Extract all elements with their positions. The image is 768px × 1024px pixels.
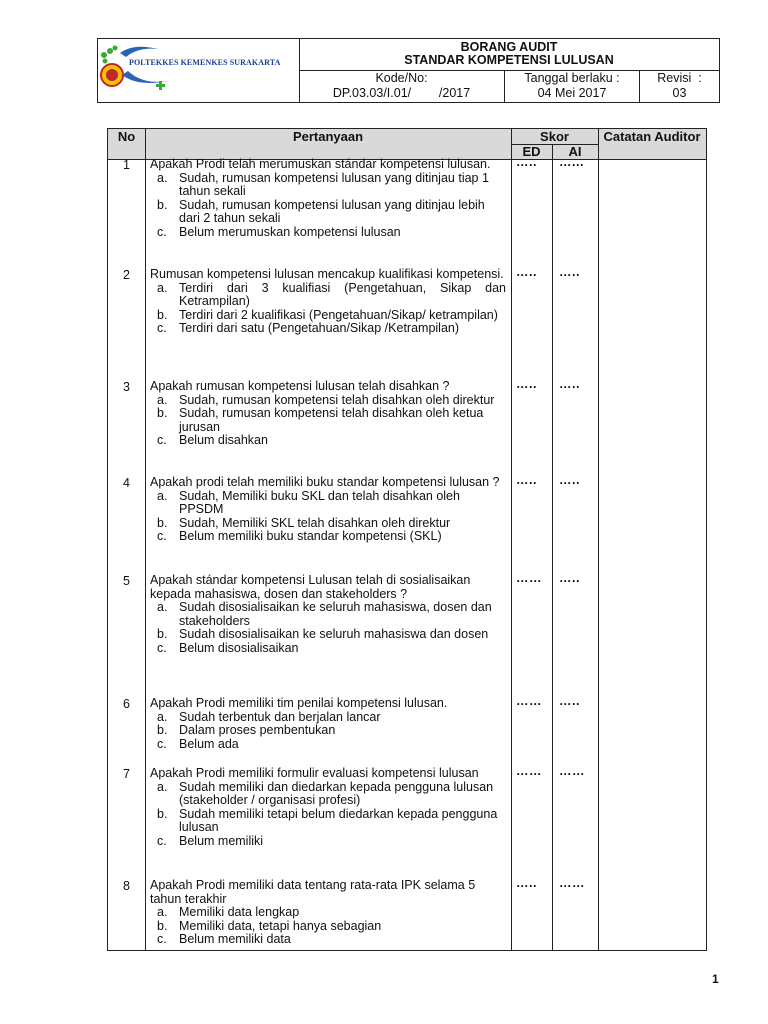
option-letter: c.	[157, 224, 167, 239]
option-text: Sudah, rumusan kompetensi lulusan yang ditinjau lebih dari 2 tahun sekali	[179, 197, 485, 226]
title-line-2: STANDAR KOMPETENSI LULUSAN	[404, 53, 614, 67]
answer-option	[150, 711, 506, 725]
answer-option	[150, 490, 506, 517]
question-block	[150, 574, 506, 656]
institution-name: POLTEKKES KEMENKES SURAKARTA	[129, 58, 281, 67]
option-letter: c.	[157, 433, 167, 448]
option-letter: b.	[157, 406, 168, 421]
document-header	[97, 38, 720, 103]
answer-option	[150, 628, 506, 642]
answer-option	[150, 282, 506, 309]
header-ed: ED	[522, 144, 541, 159]
answer-option	[150, 394, 506, 408]
answer-option	[150, 835, 506, 849]
question-block	[150, 767, 506, 849]
option-text: Sudah, Memiliki SKL telah disahkan oleh direktur	[179, 515, 451, 530]
option-letter: c.	[157, 932, 167, 947]
question-number: 3	[123, 380, 130, 394]
option-letter: b.	[157, 918, 168, 933]
option-letter: c.	[157, 640, 167, 655]
answer-option	[150, 322, 506, 336]
question-number: 8	[123, 879, 130, 893]
option-letter: b.	[157, 515, 168, 530]
answer-option	[150, 724, 506, 738]
option-text: Belum memiliki	[179, 833, 264, 848]
question-text: Apakah Prodi memiliki formulir evaluasi kompetensi lulusan	[150, 766, 479, 780]
answer-option	[150, 199, 506, 226]
option-text: Terdiri dari 3 kualifiasi (Pengetahuan, Sikap dan Ketrampilan)	[179, 280, 506, 309]
score-ai-field[interactable]: …..	[559, 571, 580, 585]
option-letter: a.	[157, 905, 168, 920]
answer-option	[150, 407, 506, 434]
score-ed-field[interactable]: ……	[516, 694, 542, 708]
question-number: 5	[123, 574, 130, 588]
col-divider	[511, 129, 512, 950]
title-line-1: BORANG AUDIT	[460, 40, 558, 54]
option-text: Sudah, Memiliki buku SKL dan telah disahkan oleh PPSDM	[179, 488, 460, 517]
answer-option	[150, 781, 506, 808]
option-text: Dalam proses pembentukan	[179, 723, 336, 738]
score-ai-field[interactable]: ……	[559, 876, 585, 890]
question-number: 7	[123, 767, 130, 781]
option-text: Memiliki data, tetapi hanya sebagian	[179, 918, 382, 933]
score-ed-field[interactable]: …..	[516, 876, 537, 890]
header-pertanyaan: Pertanyaan	[292, 129, 364, 144]
col-divider	[145, 129, 146, 950]
answer-option	[150, 808, 506, 835]
tanggal-cell	[505, 71, 640, 102]
score-ed-field[interactable]: ……	[516, 764, 542, 778]
option-letter: c.	[157, 321, 167, 336]
answer-option	[150, 172, 506, 199]
question-block	[150, 879, 506, 947]
question-number: 6	[123, 697, 130, 711]
page-number: 1	[712, 972, 719, 986]
answer-option	[150, 920, 506, 934]
option-text: Sudah disosialisaikan ke seluruh mahasiswa dan dosen	[179, 627, 489, 642]
option-letter: b.	[157, 723, 168, 738]
option-letter: b.	[157, 806, 168, 821]
option-text: Belum memiliki buku standar kompetensi (SKL)	[179, 529, 442, 544]
header-skor: Skor	[540, 129, 569, 144]
answer-option	[150, 517, 506, 531]
answer-option	[150, 642, 506, 656]
audit-table	[107, 128, 707, 951]
question-block	[150, 158, 506, 240]
header-ai: AI	[568, 144, 582, 159]
tanggal-value: 04 Mei 2017	[537, 86, 607, 100]
option-text: Memiliki data lengkap	[179, 905, 300, 920]
col-divider	[598, 129, 599, 950]
option-letter: a.	[157, 170, 168, 185]
answer-option	[150, 933, 506, 947]
kode-value: DP.03.03/I.01/ /2017	[332, 86, 471, 100]
score-ai-field[interactable]: …..	[559, 473, 580, 487]
answer-option	[150, 738, 506, 752]
option-text: Sudah, rumusan kompetensi lulusan yang ditinjau tiap 1 tahun sekali	[179, 170, 489, 199]
option-letter: b.	[157, 197, 168, 212]
option-text: Sudah, rumusan kompetensi telah disahkan oleh ketua jurusan	[179, 406, 484, 434]
question-block	[150, 268, 506, 336]
question-text: Apakah rumusan kompetensi lulusan telah disahkan ?	[150, 379, 450, 393]
question-text: Rumusan kompetensi lulusan mencakup kualifikasi kompetensi.	[150, 267, 504, 281]
question-block	[150, 697, 506, 751]
option-letter: c.	[157, 736, 167, 751]
option-letter: a.	[157, 280, 168, 295]
score-ed-field[interactable]: …..	[516, 377, 537, 391]
answer-option	[150, 906, 506, 920]
question-text: Apakah Prodi telah merumuskan stándar kompetensi lulusan.	[150, 157, 491, 171]
option-text: Terdiri dari 2 kualifikasi (Pengetahuan/Sikap/ ketrampilan)	[179, 307, 498, 322]
question-number: 4	[123, 476, 130, 490]
document-title	[299, 39, 719, 71]
question-text: Apakah Prodi memiliki data tentang rata-rata IPK selama 5 tahun terakhir	[150, 878, 476, 906]
option-text: Belum ada	[179, 736, 239, 751]
logo-cell	[98, 39, 300, 102]
answer-option	[150, 226, 506, 240]
question-text: Apakah Prodi memiliki tim penilai kompetensi lulusan.	[150, 696, 448, 710]
option-letter: a.	[157, 779, 168, 794]
option-text: Sudah disosialisaikan ke seluruh mahasiswa, dosen dan stakeholders	[179, 600, 492, 628]
score-ed-field[interactable]: …..	[516, 265, 537, 279]
score-ai-field[interactable]: …..	[559, 694, 580, 708]
option-letter: c.	[157, 833, 167, 848]
score-ed-field[interactable]: …..	[516, 473, 537, 487]
question-block	[150, 476, 506, 544]
option-text: Terdiri dari satu (Pengetahuan/Sikap /Ketrampilan)	[179, 321, 460, 336]
option-text: Sudah memiliki dan diedarkan kepada pengguna lulusan (stakeholder / organisasi profesi)	[179, 779, 494, 808]
col-divider	[552, 144, 553, 950]
answer-option	[150, 434, 506, 448]
question-number: 1	[123, 158, 130, 172]
question-block	[150, 380, 506, 448]
score-ai-field[interactable]: …..	[559, 265, 580, 279]
revisi-cell	[640, 71, 719, 102]
option-text: Belum memiliki data	[179, 932, 291, 947]
score-ed-field[interactable]: ……	[516, 571, 542, 585]
option-letter: b.	[157, 307, 168, 322]
score-ai-field[interactable]: …..	[559, 377, 580, 391]
kode-cell	[299, 71, 505, 102]
answer-option	[150, 309, 506, 323]
question-text: Apakah stándar kompetensi Lulusan telah di sosialisaikan kepada mahasiswa, dosen dan stakeholders ?	[150, 573, 471, 601]
option-letter: a.	[157, 709, 168, 724]
header-no: No	[117, 129, 136, 144]
option-letter: b.	[157, 627, 168, 642]
score-ai-field[interactable]: …...	[559, 155, 584, 169]
score-ed-field[interactable]: …..	[516, 155, 537, 169]
answer-option	[150, 530, 506, 544]
tanggal-label: Tanggal berlaku :	[524, 71, 620, 85]
question-number: 2	[123, 268, 130, 282]
revisi-value: 03	[672, 86, 687, 100]
option-text: Belum disosialisaikan	[179, 640, 299, 655]
option-text: Sudah, rumusan kompetensi telah disahkan oleh direktur	[179, 392, 495, 407]
option-text: Sudah terbentuk dan berjalan lancar	[179, 709, 381, 724]
question-text: Apakah prodi telah memiliki buku standar kompetensi lulusan ?	[150, 475, 500, 489]
option-text: Belum merumuskan kompetensi lulusan	[179, 224, 401, 239]
option-letter: a.	[157, 488, 168, 503]
option-text: Sudah memiliki tetapi belum diedarkan kepada pengguna lulusan	[179, 806, 498, 835]
option-text: Belum disahkan	[179, 433, 268, 448]
kode-label: Kode/No:	[375, 71, 428, 85]
revisi-label: Revisi :	[657, 71, 702, 85]
option-letter: c.	[157, 529, 167, 544]
score-ai-field[interactable]: ……	[559, 764, 585, 778]
answer-option	[150, 601, 506, 628]
option-letter: a.	[157, 600, 168, 615]
header-catatan: Catatan Auditor	[603, 129, 701, 144]
poltekkes-logo-icon	[98, 39, 299, 102]
option-letter: a.	[157, 392, 168, 407]
